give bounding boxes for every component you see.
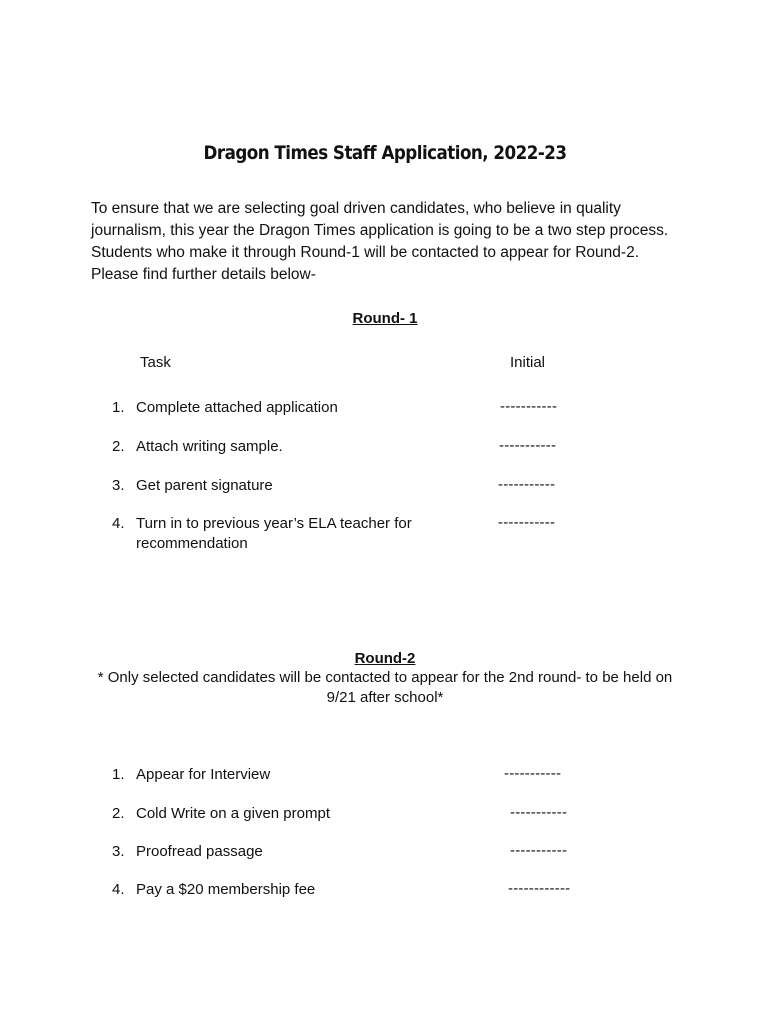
intro-paragraph: To ensure that we are selecting goal driven candidates, who believe in quality journalism, this year the Dragon Times application is going to be a two step process. Students who make it through Round-1 will be contacted to appear for Round-2. Please find further details below- (91, 200, 669, 283)
round-2-initial-4: ------------ (508, 880, 571, 897)
task-text: Turn in to previous year’s ELA teacher for recommendation (136, 515, 412, 552)
page-title: Dragon Times Staff Application, 2022-23 (203, 142, 567, 164)
column-header-initial: Initial (510, 354, 546, 371)
round-2-initial-1: ----------- (504, 765, 562, 782)
round-1-task-1 (112, 398, 442, 418)
round-1-task-4 (112, 514, 412, 554)
task-text: Proofread passage (136, 843, 263, 860)
task-number: 3. (112, 477, 125, 494)
task-number: 1. (112, 399, 125, 416)
task-number: 1. (112, 766, 125, 783)
round-2-initial-2: ----------- (510, 804, 568, 821)
round-2-task-3 (112, 842, 442, 862)
task-text: Get parent signature (136, 477, 273, 494)
task-number: 3. (112, 843, 125, 860)
round-2-initial-3: ----------- (510, 842, 568, 859)
round-1-initial-1: ----------- (500, 398, 558, 415)
round-1-initial-4: ----------- (498, 514, 556, 531)
round-1-initial-2: ----------- (499, 437, 557, 454)
round-2-task-1 (112, 765, 442, 785)
task-text: Complete attached application (136, 399, 338, 416)
round-1-task-2 (112, 437, 442, 457)
round-1-task-3 (112, 476, 442, 496)
round-1-initial-3: ----------- (498, 476, 556, 493)
task-number: 2. (112, 805, 125, 822)
round-2-task-4 (112, 880, 442, 900)
round-2-note: * Only selected candidates will be contacted to appear for the 2nd round- to be held on 9/21 after school* (97, 669, 673, 706)
task-text: Pay a $20 membership fee (136, 881, 316, 898)
task-number: 2. (112, 438, 125, 455)
round-2-heading: Round-2 (354, 650, 416, 667)
task-text: Attach writing sample. (136, 438, 283, 455)
task-text: Cold Write on a given prompt (136, 805, 330, 822)
round-2-task-2 (112, 804, 442, 824)
round-1-heading: Round- 1 (352, 310, 418, 327)
task-number: 4. (112, 881, 125, 898)
column-header-task: Task (140, 354, 171, 371)
task-text: Appear for Interview (136, 766, 271, 783)
task-number: 4. (112, 515, 125, 532)
